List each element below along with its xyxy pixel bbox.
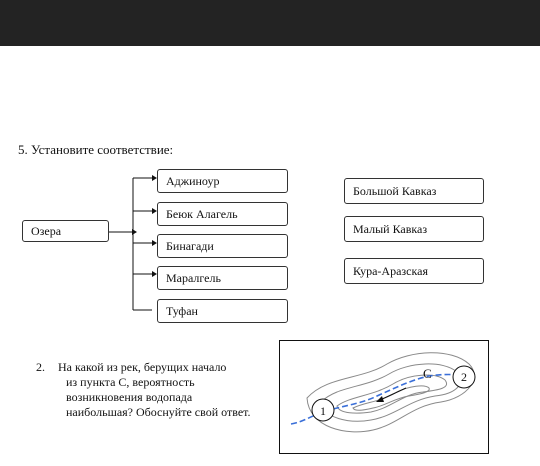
marker-2 bbox=[453, 366, 475, 388]
region-label: Большой Кавказ bbox=[353, 184, 437, 198]
task2-line-1: На какой из рек, берущих начало bbox=[58, 360, 227, 374]
lake-box-2[interactable] bbox=[157, 202, 288, 226]
region-box-1[interactable] bbox=[344, 178, 484, 204]
lake-label: Бинагади bbox=[166, 239, 214, 253]
lake-label: Туфан bbox=[166, 304, 198, 318]
task2-line-4: наибольшая? Обоснуйте свой ответ. bbox=[66, 405, 251, 419]
lake-box-4[interactable] bbox=[157, 266, 288, 290]
region-box-2[interactable] bbox=[344, 216, 484, 242]
task2-line-2: из пункта С, вероятность bbox=[66, 375, 195, 389]
marker-1-label: 1 bbox=[320, 404, 326, 418]
marker-2-label: 2 bbox=[461, 370, 467, 384]
lake-box-3[interactable] bbox=[157, 234, 288, 258]
contour-map bbox=[279, 340, 489, 454]
lake-box-1[interactable] bbox=[157, 169, 288, 193]
point-c-label: C bbox=[423, 366, 432, 381]
marker-1 bbox=[312, 399, 334, 421]
source-box-lakes bbox=[22, 220, 109, 242]
task2-number: 2. bbox=[36, 360, 45, 374]
lake-box-5[interactable] bbox=[157, 299, 288, 323]
region-label: Кура-Аразская bbox=[353, 264, 428, 278]
region-label: Малый Кавказ bbox=[353, 222, 428, 236]
lake-label: Беюк Алагель bbox=[166, 207, 238, 221]
lake-label: Маралгель bbox=[166, 271, 221, 285]
source-label: Озера bbox=[31, 224, 62, 238]
task2-line-3: возникновения водопада bbox=[66, 390, 193, 404]
lake-label: Аджиноур bbox=[166, 174, 220, 188]
region-box-3[interactable] bbox=[344, 258, 484, 284]
task5-title: 5. Установите соответствие: bbox=[18, 142, 174, 157]
